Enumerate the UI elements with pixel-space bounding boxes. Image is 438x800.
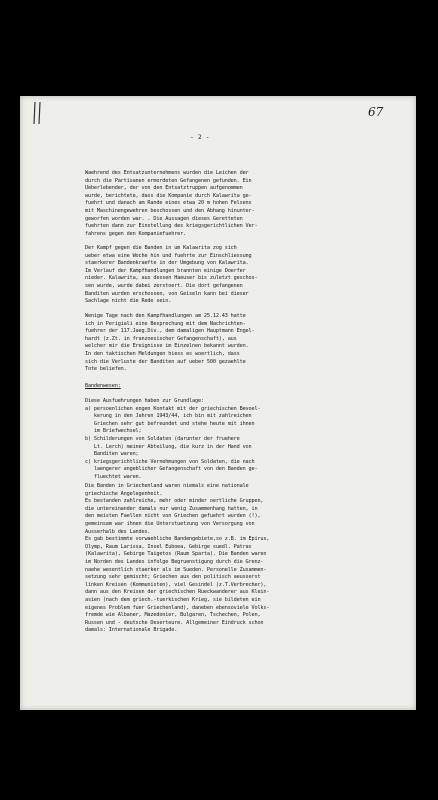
pencil-mark-icon bbox=[32, 100, 46, 126]
paragraph-4: Diese Ausfuehrungen haben zur Grundlage: a) persoenlichen engen Kontakt mit der griechischen Bevoel- kerung in den Jahren 1943/44, ich bin mit zahlreichen Griechen sehr gut befreundet und stehe heute mit ihnen im Briefwechsel; b) Schilderungen von Soldaten (darunter der fruehere Lt. Lerch) meiner Abteilung, die kurz in der Hand von Banditen waren; c) kriegsgerichtliche Vernehmungen von Soldaten, die nach laengerer angeblicher Gefangenschaft von den Banden ge- fluechtet waren. bbox=[85, 398, 261, 480]
page-number: - 2 - bbox=[190, 133, 210, 141]
paragraph-3: Wenige Tage nach den Kampfhandlungen am 25.12.43 hatte ich in Perigiali eine Besprechung mit dem Nachrichten- fuehrer der 117.Jaeg.Div., dem damaligen Hauptmann Engel- hardt (z.Zt. in franzoesischer Gefangenschaft), aus welcher mir die Ereignisse im Einzelnen bekannt wurden. In den taktischen Meldungen hiess es woertlich, dass sich die Verluste der Banditen auf ueber 500 gezaehlte Tote beliefen. bbox=[85, 313, 255, 373]
folio-number: 67 bbox=[368, 105, 384, 119]
paragraph-2: Der Kampf gegen die Banden in um Kalawrita zog sich ueber etwa eine Woche hin und fuehrte zur Einschliessung staerkerer Bandenkraefte in der Umgebung von Kalawrita. Im Verlauf der Kampfhandlungen brannten einige Doerfer nieder. Kalawrita, aus dessen Haeuser bis zuletzt geschos- sen wurde, wurde dabei zerstoert. Die dort gefangenen Banditen wurden erschossen, von Geiseln kann bei dieser Sachlage nicht die Rede sein. bbox=[85, 245, 258, 305]
paragraph-1: Waehrend des Entsatzunternehmens wurden die Leichen der durch die Partisanen ermordeten Gefangenen gefunden. Ein Ueberlebender, der von den Entsatztruppen aufgenommen wurde, berichtete, dass die Kompanie durch Kalawrita ge- fuehrt und danach am Rande eines etwa 20 m hohen Felsens mit Maschinengewehren beschossen und den Abhang hinunter- geworfen worden war. . Die Aussagen dieses Geretteten fuehrten dann zur Einstellung des kriegsgerichtlichen Ver- fahrens gegen den Kompaniefuehrer. bbox=[85, 170, 258, 237]
section-heading: Bandenwesen: bbox=[85, 383, 121, 389]
paragraph-5: Die Banden in Griechenland waren niemals eine nationale griechische Angelegenheit. Es bestanden zahlreiche, mehr oder minder oertliche Gruppen, die untereinander damals nur wenig Zusammenhang hatten, in den meisten Faellen nicht von Griechen gefuehrt wurden (!), gemeinsam war ihnen die Unterstuetzung von Versorgung von Ausserhalb des Landes. Es gab bestimmte vorwaehliche Bandengebiete,so z.B. im Epirus, Olymp, Raum Larissa, Insel Euboea, Gebirge suedl. Patras (Kalawrita), Gebirge Taigetos (Raum Sparta). Die Banden waren im Norden des Landes infolge Begruenstigung durch die Grenz- naehe wesentlich staerker als im Sueden. Personelle Zusammen- setzung sehr gemischt; Griechen aus den politisch aeusserst linken Kreisen (Kommunisten), viel Gesindel (z.T.Verbrecher), dann aus den Kreisen der griechischen Rueckwanderer aus Klein- asien (nach dem griech.-tuerkischen Krieg, sie bildeten ein eigenes Problem fuer Griechenland), daneben ebensoviele Volks- fremde wie Albaner, Mazedonier, Bulgaren, Tschechen, Polen, Russen und - deutsche Deserteure. Allgemeiner Eindruck schon damals: Internationale Brigade. bbox=[85, 483, 270, 634]
